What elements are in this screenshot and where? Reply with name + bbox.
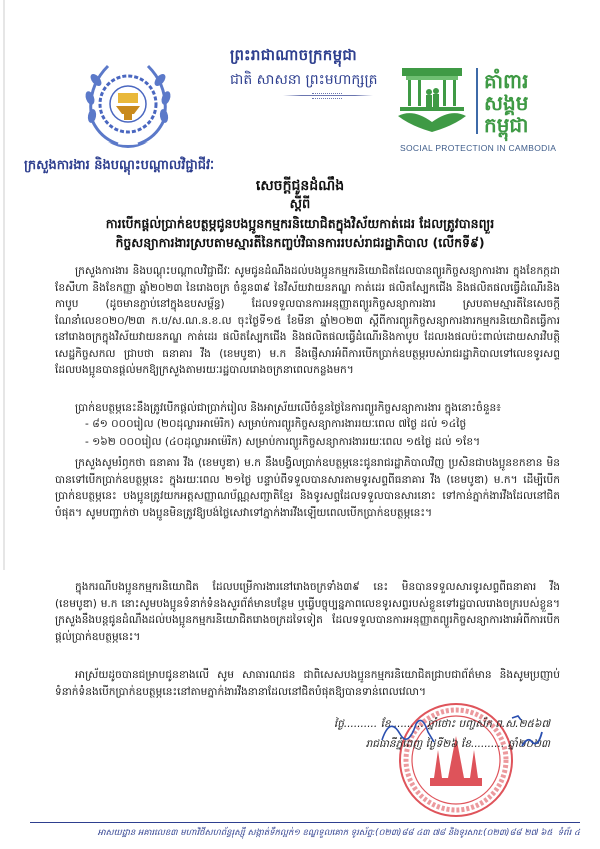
svg-text:សង្គម: សង្គម	[484, 91, 529, 115]
bullet-item: - ៨១ ០០០រៀល (២០ដុល្លារអាម៉េរិក) សម្រាប់ការព្យួរកិច្ចសន្យាការងាររយៈពេល ៧ថ្ងៃ ដល់ ១៤ថ្ងៃ	[85, 418, 467, 430]
bullet-item: - ១៦២ ០០០រៀល (៤០ដុល្លារអាម៉េរិក) សម្រាប់ការព្យួរកិច្ចសន្យាការងាររយៈពេល ១៥ថ្ងៃ ដល់ ១ខែ។	[85, 436, 481, 448]
footer-divider	[30, 822, 580, 823]
body-paragraph-5: អាស្រ័យដូចបានជម្រាបជូនខាងលើ សូម សាធារណជន ជាពិសេសបងប្អូនកម្មករនិយោជិតជ្រាបជាព័ត៌មាន និងសូមប្រញាប់ទំនាក់ទំនងបើកប្រាក់ឧបត្ថម្ភនេះនៅតាមភ្នាក់ងារវីងនានាដែលនៅជិតបំផុតឱ្យបានទាន់ពេលវេលា។	[55, 669, 560, 698]
lunar-date: ថ្ងៃ.......... ខែ.......... ឆ្នាំថោះ បញ្ចស័ក ព.ស.២៥៦៧	[333, 718, 550, 730]
notice-title: សេចក្តីជូនដំណឹង	[255, 178, 345, 194]
body-paragraph-4: ក្នុងករណីបងប្អូនកម្មករនិយោជិត ដែលបម្រើការងារនៅរោងចក្រទាំង៣៩ នេះ មិនបានទទួលសារទូរសព្ទពីធនាគារ វីង (ខេមបូឌា) ម.ក នោះសូមបងប្អូនទំនាក់ទំនងសួរព័ត៌មានបន្ថែម ឬធ្វើបច្ចុប្បន្នភាពលេខទូរសព្ទរបស់ខ្លួនទៅរដ្ឋបាលរោងចក្ររបស់ខ្លួន។ ក្រសួងនឹងបន្តជូនដំណឹងដល់បងប្អូនកម្មករនិយោជិតរោងចក្រដទៃទៀត ដែលទទួលបានការអនុញ្ញាតព្យួរកិច្ចសន្យាការងារអំពីការបើកផ្តល់ប្រាក់ឧបត្ថម្ភនេះ។	[55, 581, 560, 643]
notice-subject-line-2: កិច្ចសន្យាការងារស្របតាមស្មារតីនៃកញ្ចប់វិធានការរបស់រាជរដ្ឋាភិបាល (លើកទី៩)	[115, 235, 485, 250]
ministry-emblem-icon	[78, 58, 178, 156]
social-protection-logo-icon	[398, 64, 563, 152]
scan-edge	[3, 0, 5, 570]
notice-subject-label: ស្តីពី	[289, 197, 311, 212]
notice-subject-line-1: ការបើកផ្តល់ប្រាក់ឧបត្ថម្ភជូនបងប្អូនកម្មករនិយោជិតក្នុងវិស័យកាត់ដេរ ដែលត្រូវបានព្យួរ	[105, 216, 495, 231]
footer-address: អាសយដ្ឋាន អគារលេខ៣ មហាវិថីសហព័ន្ធរុស្ស៊ី សង្កាត់ទឹកល្អក់១ ខណ្ឌទួលគោក ទូរស័ព្ទ:(០២៣)៨៨ ៤៣ ៧៨ និងទូរសារ:(០២៣)៨៨ ២៧ ៦៥ ទំព័រ ៤	[97, 828, 580, 838]
page-number: ទំព័រ ៤	[557, 828, 580, 838]
signature-icon	[372, 712, 552, 752]
motto-ornament	[312, 93, 342, 99]
svg-text:គាំពារ: គាំពារ	[484, 69, 529, 93]
svg-text:កម្ពុជា: កម្ពុជា	[484, 113, 529, 137]
solar-date: រាជធានីភ្នំពេញ ថ្ងៃទី២៦ ខែ.......... ឆ្នាំ២០២៣	[365, 738, 550, 750]
kingdom-heading: ព្រះរាជាណាចក្រកម្ពុជា	[230, 46, 357, 64]
body-paragraph-2: ប្រាក់ឧបត្ថម្ភនេះនឹងត្រូវបើកផ្តល់ជាប្រាក់រៀល និងអាស្រ័យលើចំនួនថ្ងៃនៃការព្យួរកិច្ចសន្យាការងារ ក្នុងនោះចំនួន៖	[75, 402, 501, 414]
body-paragraph-1: ក្រសួងការងារ និងបណ្តុះបណ្តាលវិជ្ជាជីវៈ សូមជូនដំណឹងដល់បងប្អូនកម្មករនិយោជិតដែលបានព្យួរកិច្ចសន្យាការងារ ក្នុងខែកក្កដា ខែសីហា និងខែកញ្ញា ឆ្នាំ២០២៣ នៃរោងចក្រ ចំនួន៣៩ នៃវិស័យវាយនភណ្ឌ កាត់ដេរ ផលិតស្បែកជើង និងផលិតផលធ្វើដំណើរនិងកាបូប (ដូចមានភ្ជាប់នៅក្នុងឧបសម្ព័ន្ធ) ដែលទទួលបានការអនុញ្ញាតព្យួរកិច្ចសន្យាការងារ ស្របតាមស្មារតីនៃសេចក្តីណែនាំលេខ០២០/២៣ ក.ប/ស.ណ.ន.ខ.ល ចុះថ្ងៃទី១៥ ខែមីនា ឆ្នាំ២០២៣ ស្តីពីការព្យួរកិច្ចសន្យាការងារកម្មករនិយោជិតធ្វើការនៅរោងចក្រក្នុងវិស័យវាយនភណ្ឌ កាត់ដេរ ផលិតស្បែកជើង និងផលិតផលធ្វើដំណើរនិងកាបូប ដែលរងផលប៉ះពាល់ដោយសារវិបត្តិសេដ្ឋកិច្ចសកល ជ្រាបថា ធនាគារ វីង (ខេមបូឌា) ម.ក នឹងផ្ញើសារអំពីការបើកប្រាក់ឧបត្ថម្ភរបស់រាជរដ្ឋាភិបាលទៅលេខទូរសព្ទ ដែលបងប្អូនបានផ្តល់មកឱ្យក្រសួងតាមរយៈរដ្ឋបាលរោងចក្រនាពេលកន្លងមក។	[55, 265, 560, 376]
national-motto: ជាតិ សាសនា ព្រះមហាក្សត្រ	[230, 72, 378, 88]
body-paragraph-3: ក្រសួងសូមរំឭកថា ធនាគារ វីង (ខេមបូឌា) ម.ក នឹងបង្វិលប្រាក់ឧបត្ថម្ភនេះជូនរាជរដ្ឋាភិបាលវិញ ប្រសិនជាបងប្អូនខកខាន មិនបានទៅបើកប្រាក់ឧបត្ថម្ភនេះ ក្នុងរយៈពេល ២១ថ្ងៃ បន្ទាប់ពីទទួលបានសារតាមទូរសព្ទពីធនាគារ វីង (ខេមបូឌា) ម.ក។ ដើម្បីបើកប្រាក់ឧបត្ថម្ភនេះ បងប្អូនត្រូវយកអត្តសញ្ញាណប័ណ្ណសញ្ជាតិខ្មែរ និងទូរសព្ទដែលទទួលបានសារនោះ ទៅកាន់ភ្នាក់ងារវីងដែលនៅជិតបំផុត។ សូមបញ្ជាក់ថា បងប្អូនមិនត្រូវឱ្យបង់ថ្លៃសេវាទៅភ្នាក់ងារវីងឡើយពេលបើកប្រាក់ឧបត្ថម្ភនេះ។	[55, 457, 560, 519]
social-protection-caption: SOCIAL PROTECTION IN CAMBODIA	[400, 143, 557, 153]
ministry-name: ក្រសួងការងារ និងបណ្តុះបណ្តាលវិជ្ជាជីវៈ	[24, 158, 215, 173]
